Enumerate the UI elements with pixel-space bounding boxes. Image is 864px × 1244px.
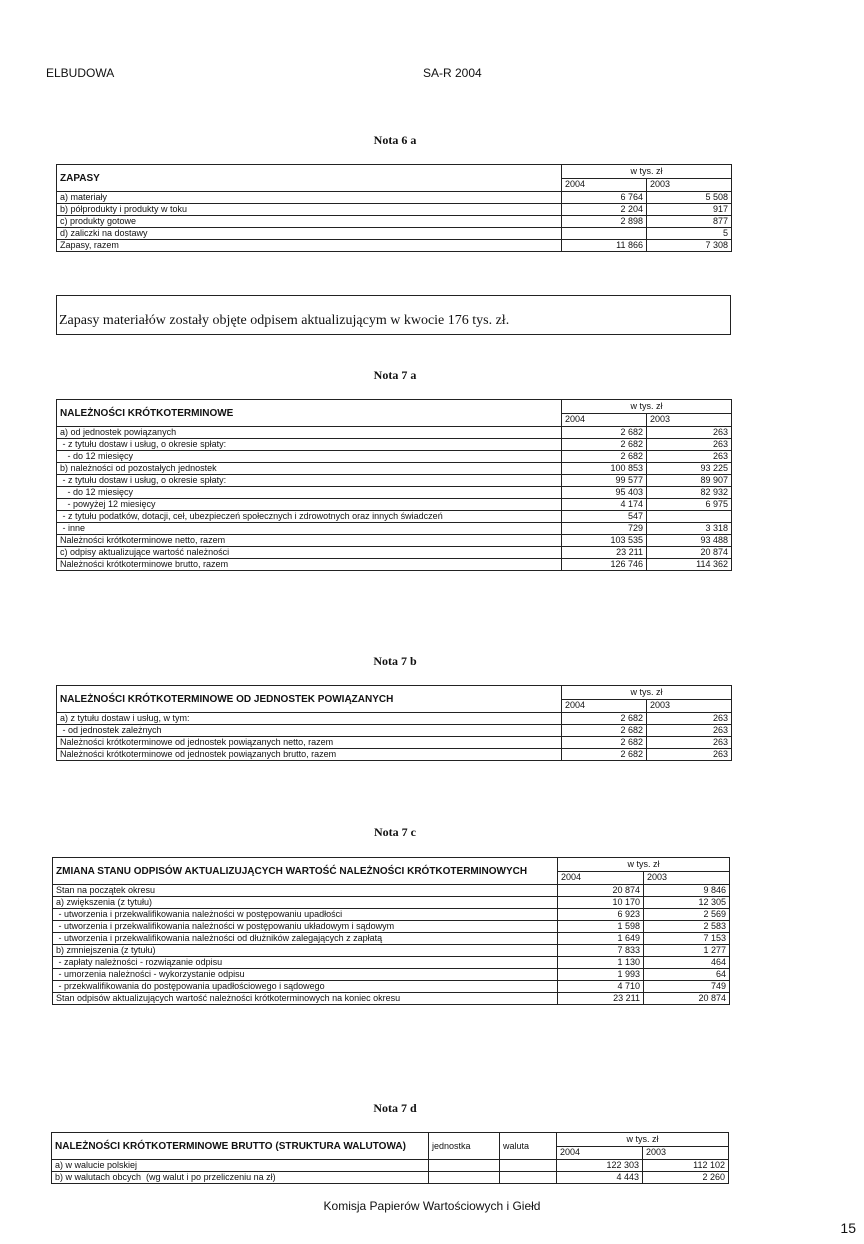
table-row [57,535,732,547]
table-row [57,439,732,451]
row-value: 23 211 [562,547,647,559]
year-current: 2004 [557,1146,643,1160]
table-heading: NALEŻNOŚCI KRÓTKOTERMINOWE OD JEDNOSTEK POWIĄZANYCH [57,686,562,713]
row-value: 9 846 [644,885,730,897]
table-row [57,451,732,463]
row-value: 464 [644,957,730,969]
row-value: 89 907 [647,475,732,487]
row-label: - utworzenia i przekwalifikowania należności w postępowaniu upadłości [53,909,558,921]
row-value: 10 170 [558,897,644,909]
row-label: - do 12 miesięcy [57,487,562,499]
year-previous: 2003 [643,1146,729,1160]
row-value: 2 569 [644,909,730,921]
table-row [53,957,730,969]
row-value: 122 303 [557,1160,643,1172]
row-value: 2 682 [562,427,647,439]
row-value: 729 [562,523,647,535]
row-value: 23 211 [558,993,644,1005]
row-value: 547 [562,511,647,523]
row-value: 95 403 [562,487,647,499]
row-label: a) materiały [57,192,562,204]
table-row [57,204,732,216]
row-value: 4 710 [558,981,644,993]
row-value: 3 318 [647,523,732,535]
row-value: 1 277 [644,945,730,957]
nota-6a-table [56,164,732,252]
table-row [57,487,732,499]
row-value: 2 682 [562,725,647,737]
year-current: 2004 [562,178,647,192]
table-heading: NALEŻNOŚCI KRÓTKOTERMINOWE BRUTTO (STRUKTURA WALUTOWA) [52,1133,429,1160]
row-value: 6 764 [562,192,647,204]
row-value [647,511,732,523]
row-value: 263 [647,451,732,463]
row-value [429,1160,500,1172]
row-value: 263 [647,427,732,439]
row-label: a) od jednostek powiązanych [57,427,562,439]
row-label: - z tytułu dostaw i usług, o okresie spłaty: [57,475,562,487]
row-value: 100 853 [562,463,647,475]
row-value: 7 153 [644,933,730,945]
row-label: b) zmniejszenia (z tytułu) [53,945,558,957]
table-row [53,933,730,945]
row-value: 12 305 [644,897,730,909]
row-value: 4 174 [562,499,647,511]
row-label: c) odpisy aktualizujące wartość należności [57,547,562,559]
row-label: - umorzenia należności - wykorzystanie odpisu [53,969,558,981]
year-previous: 2003 [647,413,732,427]
row-value: 749 [644,981,730,993]
row-label: Należności krótkoterminowe brutto, razem [57,559,562,571]
nota-7c-table [52,857,730,1005]
nota-7a-table [56,399,732,571]
table-row [53,909,730,921]
footer: Komisja Papierów Wartościowych i Giełd [323,1199,541,1213]
row-label: - z tytułu podatków, dotacji, ceł, ubezpieczeń społecznych i zdrowotnych oraz innych świadczeń [57,511,562,523]
row-value: 263 [647,725,732,737]
row-value: 2 682 [562,737,647,749]
table-row [57,499,732,511]
nota-7a-title: Nota 7 a [373,368,417,382]
row-label: - powyżej 12 miesięcy [57,499,562,511]
row-label: Stan odpisów aktualizujących wartość należności krótkoterminowych na koniec okresu [53,993,558,1005]
unit-label: w tys. zł [562,165,732,179]
table-row [53,993,730,1005]
table-row [57,228,732,240]
row-label: Stan na początek okresu [53,885,558,897]
row-value: 2 682 [562,713,647,725]
table-row [53,969,730,981]
row-label: - utworzenia i przekwalifikowania należności od dłużników zalegających z zapłatą [53,933,558,945]
table-row [57,547,732,559]
row-label: d) zaliczki na dostawy [57,228,562,240]
table-row [57,475,732,487]
table-row [57,749,732,761]
unit-label: w tys. zł [558,858,730,872]
table-row [53,885,730,897]
row-label: Należności krótkoterminowe od jednostek powiązanych brutto, razem [57,749,562,761]
row-label: - zapłaty należności - rozwiązanie odpisu [53,957,558,969]
table-heading: ZMIANA STANU ODPISÓW AKTUALIZUJĄCYCH WARTOŚĆ NALEŻNOŚCI KRÓTKOTERMINOWYCH [53,858,558,885]
row-value: 6 923 [558,909,644,921]
row-value: 4 443 [557,1172,643,1184]
table-row [57,737,732,749]
table-row [52,1172,729,1184]
table-row [57,511,732,523]
row-label: b) w walutach obcych (wg walut i po przeliczeniu na zł) [52,1172,429,1184]
row-value: 7 833 [558,945,644,957]
table-row [57,725,732,737]
row-value: 6 975 [647,499,732,511]
page-number: 15 [840,1220,856,1236]
row-value: 1 598 [558,921,644,933]
row-label: Należności krótkoterminowe netto, razem [57,535,562,547]
row-value: 1 993 [558,969,644,981]
row-value: 1 649 [558,933,644,945]
table-row [57,216,732,228]
table-row [52,1160,729,1172]
table-row [53,897,730,909]
row-value [500,1172,557,1184]
row-value: 112 102 [643,1160,729,1172]
col-unit-header: jednostka [429,1133,500,1160]
row-value: 877 [647,216,732,228]
row-value: 2 682 [562,439,647,451]
row-label: Należności krótkoterminowe od jednostek powiązanych netto, razem [57,737,562,749]
row-value: 5 508 [647,192,732,204]
row-value: 2 583 [644,921,730,933]
row-label: b) półprodukty i produkty w toku [57,204,562,216]
row-value: 1 130 [558,957,644,969]
col-currency-header: waluta [500,1133,557,1160]
row-value: 114 362 [647,559,732,571]
row-value: 93 488 [647,535,732,547]
row-value: 2 682 [562,451,647,463]
unit-label: w tys. zł [557,1133,729,1147]
row-label: c) produkty gotowe [57,216,562,228]
row-label: Zapasy, razem [57,240,562,252]
table-row [53,981,730,993]
year-current: 2004 [558,871,644,885]
table-row [57,559,732,571]
nota-7b-table [56,685,732,761]
year-current: 2004 [562,699,647,713]
row-label: a) zwiększenia (z tytułu) [53,897,558,909]
table-row [53,921,730,933]
row-value: 2 898 [562,216,647,228]
nota-6a-title: Nota 6 a [373,133,417,147]
table-row [57,523,732,535]
row-value: 20 874 [644,993,730,1005]
row-label: - do 12 miesięcy [57,451,562,463]
row-value [562,228,647,240]
unit-label: w tys. zł [562,686,732,700]
row-value: 2 682 [562,749,647,761]
nota-7b-title: Nota 7 b [373,654,417,668]
company-name: ELBUDOWA [46,66,115,80]
row-value [429,1172,500,1184]
table-heading: ZAPASY [57,165,562,192]
table-heading: NALEŻNOŚCI KRÓTKOTERMINOWE [57,400,562,427]
table-row [57,463,732,475]
row-value: 263 [647,749,732,761]
row-value: 99 577 [562,475,647,487]
nota-7d-table [51,1132,729,1184]
row-value: 93 225 [647,463,732,475]
report-title: SA-R 2004 [423,66,482,80]
year-current: 2004 [562,413,647,427]
year-previous: 2003 [647,178,732,192]
table-row [57,713,732,725]
row-value: 263 [647,737,732,749]
year-previous: 2003 [647,699,732,713]
row-label: a) w walucie polskiej [52,1160,429,1172]
row-value: 2 204 [562,204,647,216]
row-value: 7 308 [647,240,732,252]
row-value [500,1160,557,1172]
row-value: 64 [644,969,730,981]
row-value: 11 866 [562,240,647,252]
row-value: 126 746 [562,559,647,571]
year-previous: 2003 [644,871,730,885]
table-row [57,192,732,204]
row-value: 5 [647,228,732,240]
row-value: 263 [647,713,732,725]
row-label: - utworzenia i przekwalifikowania należności w postępowaniu układowym i sądowym [53,921,558,933]
row-value: 20 874 [647,547,732,559]
nota-7c-title: Nota 7 c [374,825,416,839]
row-label: - od jednostek zależnych [57,725,562,737]
row-label: - z tytułu dostaw i usług, o okresie spłaty: [57,439,562,451]
row-label: a) z tytułu dostaw i usług, w tym: [57,713,562,725]
table-row [57,240,732,252]
row-value: 917 [647,204,732,216]
row-label: - przekwalifikowania do postępowania upadłościowego i sądowego [53,981,558,993]
row-value: 82 932 [647,487,732,499]
nota-6a-comment: Zapasy materiałów zostały objęte odpisem aktualizującym w kwocie 176 tys. zł. [56,295,731,335]
row-value: 263 [647,439,732,451]
row-value: 2 260 [643,1172,729,1184]
nota-7d-title: Nota 7 d [373,1101,417,1115]
row-label: - inne [57,523,562,535]
row-value: 103 535 [562,535,647,547]
row-value: 20 874 [558,885,644,897]
table-row [53,945,730,957]
unit-label: w tys. zł [562,400,732,414]
row-label: b) należności od pozostałych jednostek [57,463,562,475]
table-row [57,427,732,439]
